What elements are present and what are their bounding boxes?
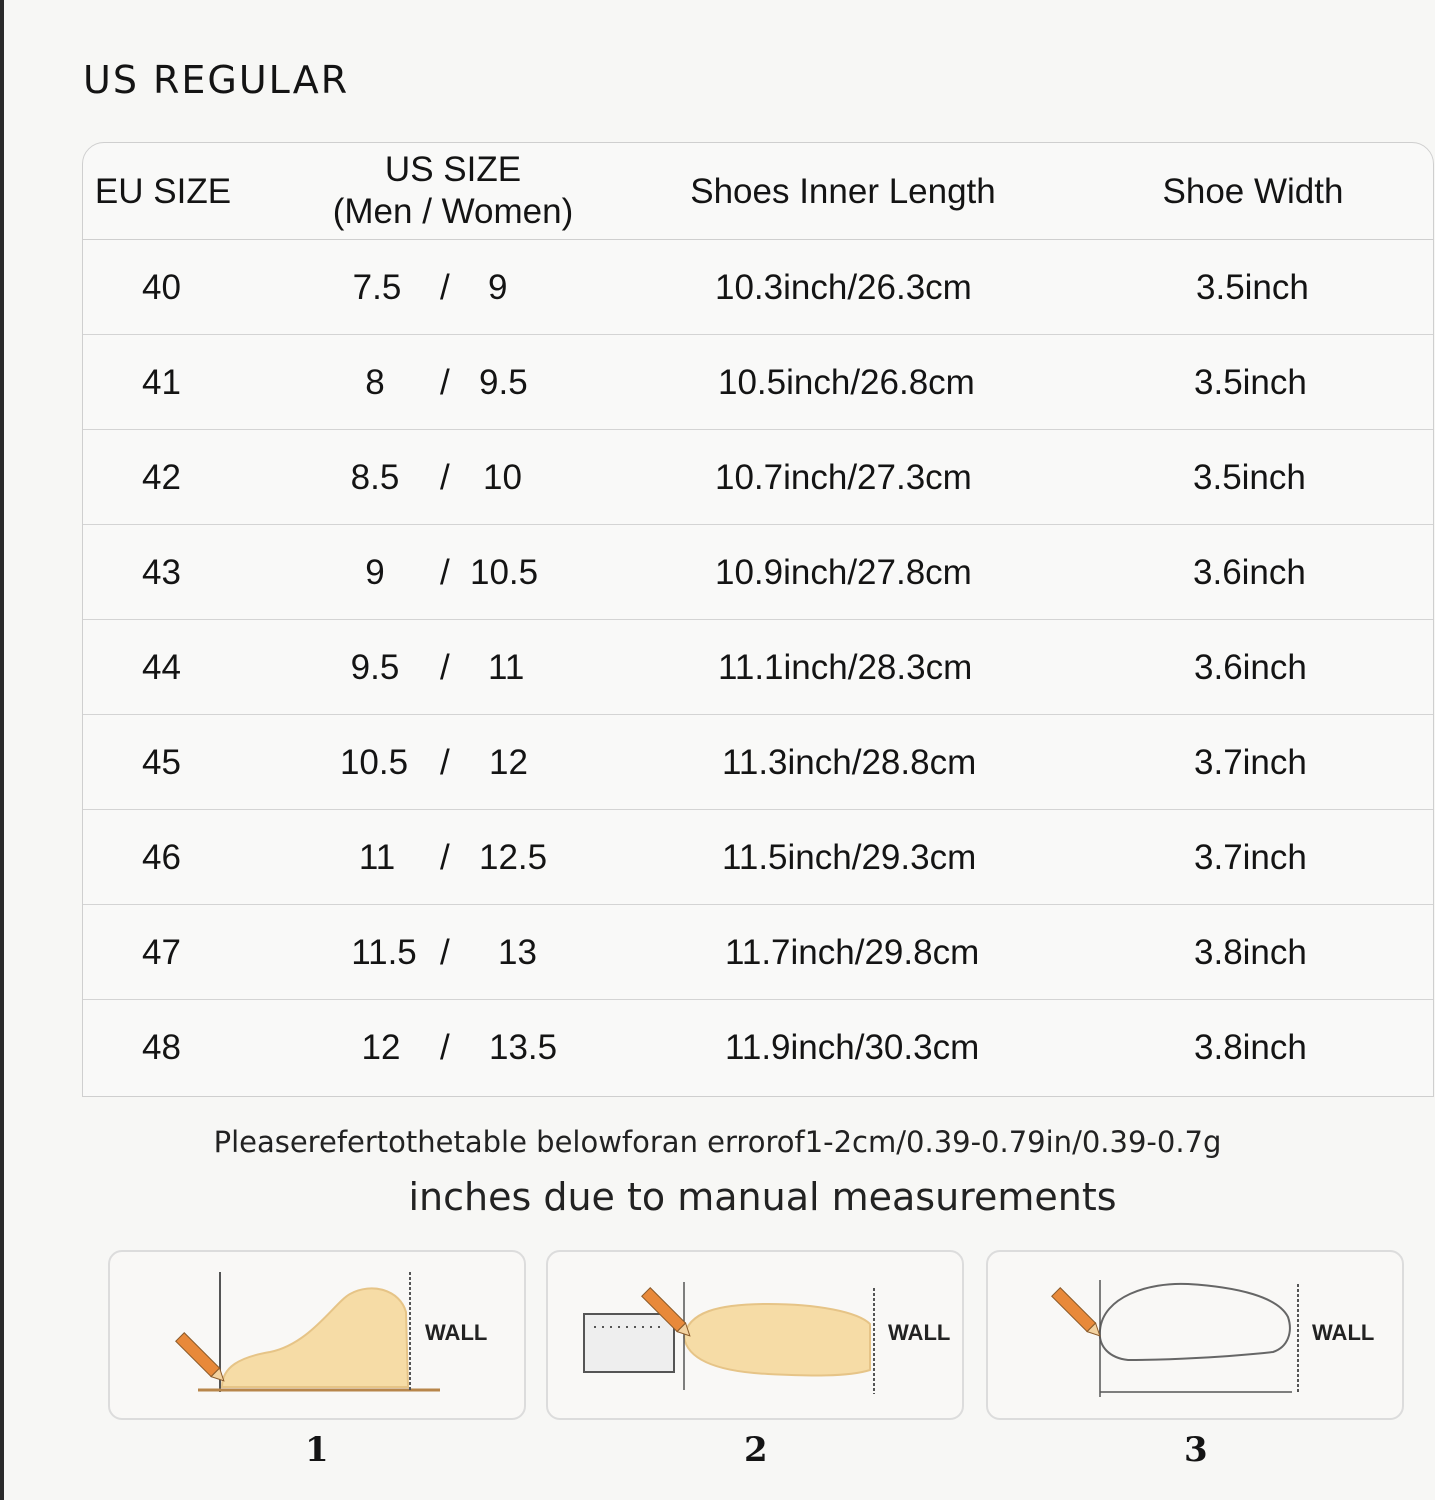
step3-number: 3 <box>1184 1430 1208 1470</box>
cell-length: 10.9inch/27.8cm <box>715 553 972 592</box>
cell-length: 11.9inch/30.3cm <box>725 1028 980 1067</box>
header-eu-size: EU SIZE <box>94 172 232 211</box>
cell-slash: / <box>440 743 450 782</box>
cell-length: 10.3inch/26.3cm <box>715 268 972 307</box>
header-inner-length: Shoes Inner Length <box>690 172 996 211</box>
step1-number: 1 <box>305 1430 329 1470</box>
cell-width: 3.5inch <box>1194 363 1307 402</box>
cell-eu: 43 <box>142 553 181 592</box>
table-header <box>83 143 1433 240</box>
cell-length: 11.7inch/29.8cm <box>725 933 980 972</box>
measurement-note-line1: Pleaserefertothetable belowforan errorof1-2cm/0.39-0.79in/0.39-0.7g <box>213 1125 1222 1159</box>
cell-eu: 48 <box>142 1028 181 1067</box>
cell-us-women: 12 <box>489 743 528 782</box>
step1-panel <box>108 1250 526 1420</box>
cell-us-women: 13.5 <box>489 1028 558 1067</box>
cell-us-men: 8 <box>365 363 385 402</box>
step3-illustration <box>988 1252 1402 1418</box>
cell-us-women: 9 <box>488 268 508 307</box>
cell-eu: 45 <box>142 743 181 782</box>
wall-label: WALL <box>425 1320 488 1345</box>
cell-eu: 40 <box>142 268 181 307</box>
cell-width: 3.8inch <box>1194 933 1307 972</box>
table-row <box>83 904 1433 1000</box>
cell-slash: / <box>440 933 450 972</box>
ruler <box>584 1314 674 1372</box>
pencil-icon <box>1052 1288 1104 1340</box>
table-row <box>83 809 1433 905</box>
size-table <box>82 142 1434 1097</box>
cell-us-women: 11 <box>488 648 525 687</box>
cell-slash: / <box>440 838 450 877</box>
wall-label: WALL <box>1312 1320 1375 1345</box>
cell-us-men: 11 <box>358 838 396 877</box>
cell-slash: / <box>440 1028 450 1067</box>
step2-illustration <box>548 1252 962 1418</box>
cell-slash: / <box>440 268 450 307</box>
cell-length: 10.5inch/26.8cm <box>718 363 975 402</box>
page-title: US REGULAR <box>83 58 350 102</box>
cell-width: 3.8inch <box>1194 1028 1307 1067</box>
cell-us-women: 12.5 <box>479 838 548 877</box>
wall-label: WALL <box>888 1320 951 1345</box>
cell-us-men: 9 <box>365 553 385 592</box>
table-row <box>83 619 1433 715</box>
cell-eu: 42 <box>142 458 181 497</box>
cell-us-men: 10.5 <box>339 743 409 782</box>
step1-illustration <box>110 1252 524 1418</box>
cell-slash: / <box>440 363 450 402</box>
header-us-size <box>303 149 603 233</box>
cell-width: 3.7inch <box>1194 838 1307 877</box>
cell-us-men: 9.5 <box>350 648 400 687</box>
step2-panel <box>546 1250 964 1420</box>
cell-us-women: 10.5 <box>470 553 539 592</box>
cell-us-men: 8.5 <box>350 458 400 497</box>
table-row <box>83 429 1433 525</box>
cell-us-women: 13 <box>498 933 537 972</box>
cell-width: 3.5inch <box>1196 268 1309 307</box>
cell-width: 3.7inch <box>1194 743 1307 782</box>
table-row <box>83 714 1433 810</box>
cell-slash: / <box>440 553 450 592</box>
table-row <box>83 524 1433 620</box>
step2-number: 2 <box>744 1430 768 1470</box>
table-row <box>83 999 1433 1094</box>
cell-length: 11.5inch/29.3cm <box>722 838 977 877</box>
left-border <box>0 0 4 1500</box>
cell-length: 11.1inch/28.3cm <box>718 648 973 687</box>
step3-panel <box>986 1250 1404 1420</box>
measurement-note-line2: inches due to manual measurements <box>408 1175 1117 1219</box>
cell-eu: 41 <box>142 363 181 402</box>
foot-outline <box>1100 1284 1290 1360</box>
cell-eu: 47 <box>142 933 181 972</box>
cell-slash: / <box>440 648 450 687</box>
cell-eu: 44 <box>142 648 181 687</box>
cell-us-men: 12 <box>361 1028 401 1067</box>
table-row <box>83 334 1433 430</box>
header-shoe-width: Shoe Width <box>1162 172 1344 211</box>
table-row <box>83 239 1433 335</box>
cell-length: 11.3inch/28.8cm <box>722 743 977 782</box>
cell-width: 3.6inch <box>1193 553 1306 592</box>
foot-shape <box>222 1288 408 1387</box>
cell-us-women: 9.5 <box>479 363 528 402</box>
cell-width: 3.6inch <box>1194 648 1307 687</box>
foot-shape <box>684 1304 870 1375</box>
cell-us-men: 11.5 <box>351 933 417 972</box>
header-us-size-line2: (Men / Women) <box>332 192 574 231</box>
header-us-size-line1: US SIZE <box>384 150 522 189</box>
cell-us-men: 7.5 <box>352 268 402 307</box>
cell-width: 3.5inch <box>1193 458 1306 497</box>
cell-us-women: 10 <box>483 458 522 497</box>
cell-eu: 46 <box>142 838 181 877</box>
cell-length: 10.7inch/27.3cm <box>715 458 972 497</box>
cell-slash: / <box>440 458 450 497</box>
